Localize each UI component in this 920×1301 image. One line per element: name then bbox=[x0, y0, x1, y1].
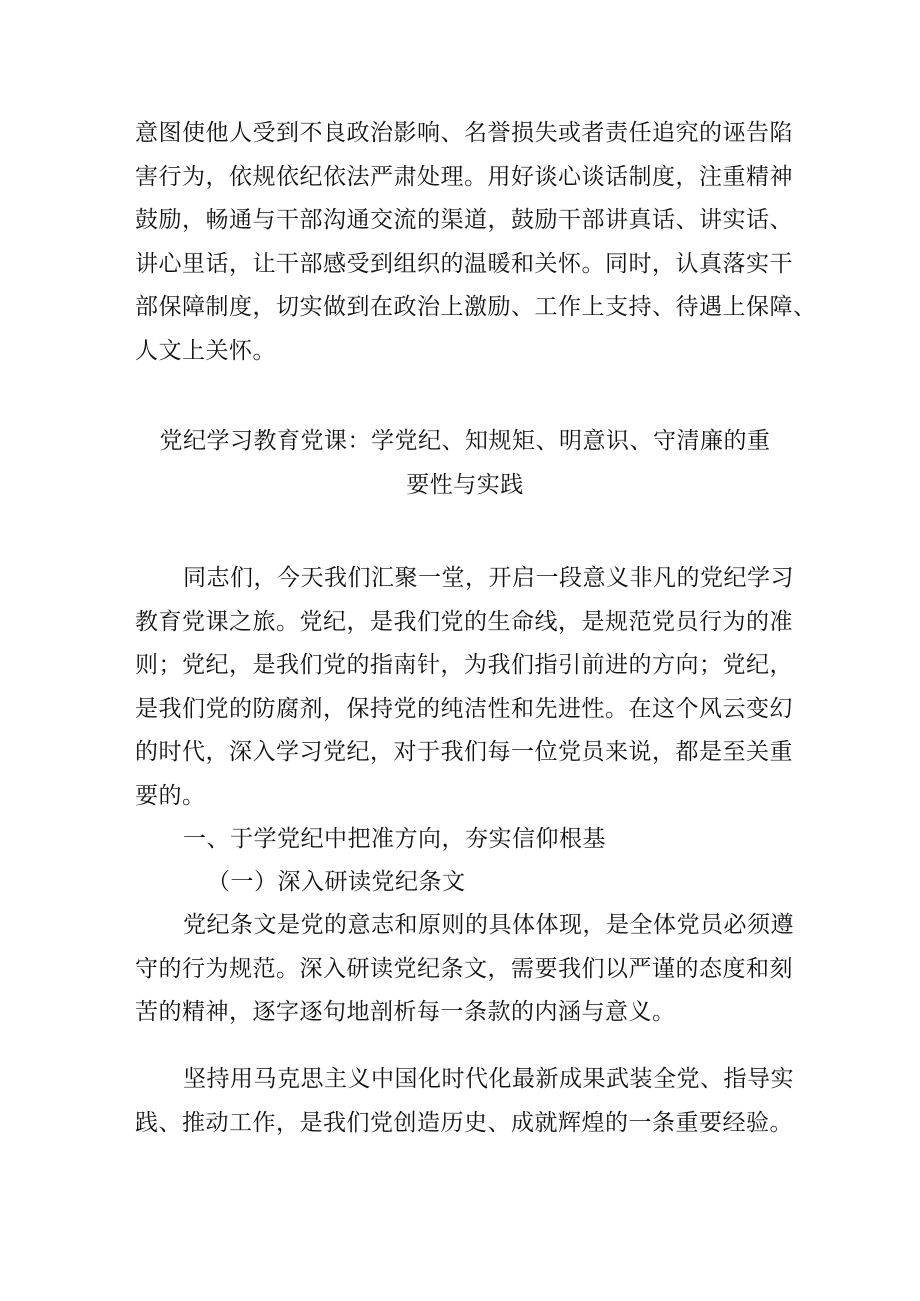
text-line: 的时代，深入学习党纪，对于我们每一位党员来说，都是至关重 bbox=[135, 739, 793, 765]
text-line: 党纪条文是党的意志和原则的具体体现，是全体党员必须遵 bbox=[183, 912, 794, 938]
text-line: 教育党课之旅。党纪，是我们党的生命线，是规范党员行为的准 bbox=[135, 608, 793, 635]
heading-text: 一、于学党纪中把准方向，夯实信仰根基 bbox=[183, 826, 606, 852]
text-line: 鼓励，畅通与干部沟通交流的渠道，鼓励干部讲真话、讲实话、 bbox=[135, 207, 793, 233]
text-line: 同志们，今天我们汇聚一堂，开启一段意义非凡的党纪学习 bbox=[183, 565, 794, 591]
text-line: 苦的精神，逐字逐句地剖析每一条款的内涵与意义。 bbox=[135, 999, 676, 1025]
text-line: 是我们党的防腐剂，保持党的纯洁性和先进性。在这个风云变幻 bbox=[135, 695, 793, 722]
body-paragraph bbox=[135, 1058, 795, 1145]
intro-paragraph bbox=[135, 557, 795, 818]
text-line: 则；党纪，是我们党的指南针，为我们指引前进的方向；党纪， bbox=[135, 652, 793, 678]
paragraph-continuation bbox=[135, 112, 817, 373]
text-line: 坚持用马克思主义中国化时代化最新成果武装全党、指导实 bbox=[183, 1066, 794, 1092]
text-line: 要的。 bbox=[135, 782, 206, 809]
text-line: 践、推动工作，是我们党创造历史、成就辉煌的一条重要经验。 bbox=[135, 1109, 793, 1136]
body-paragraph bbox=[135, 904, 795, 1035]
text-line: 害行为，依规依纪依法严肃处理。用好谈心谈话制度，注重精神 bbox=[135, 163, 793, 190]
text-line: 守的行为规范。深入研读党纪条文，需要我们以严谨的态度和刻 bbox=[135, 955, 793, 982]
text-line: 意图使他人受到不良政治影响、名誉损失或者责任追究的诬告陷 bbox=[135, 120, 793, 146]
title-line: 要性与实践 bbox=[406, 471, 524, 498]
text-line: 部保障制度，切实做到在政治上激励、工作上支持、待遇上保障、 bbox=[135, 294, 817, 320]
section-heading bbox=[135, 818, 795, 862]
document-title bbox=[135, 420, 795, 507]
text-line: 讲心里话，让干部感受到组织的温暖和关怀。同时，认真落实干 bbox=[135, 250, 793, 277]
heading-text: （一）深入研读党纪条文 bbox=[207, 869, 466, 895]
subsection-heading bbox=[207, 861, 867, 905]
text-line: 人文上关怀。 bbox=[135, 337, 276, 364]
title-line: 党纪学习教育党课：学党纪、知规矩、明意识、守清廉的重 bbox=[159, 428, 771, 454]
